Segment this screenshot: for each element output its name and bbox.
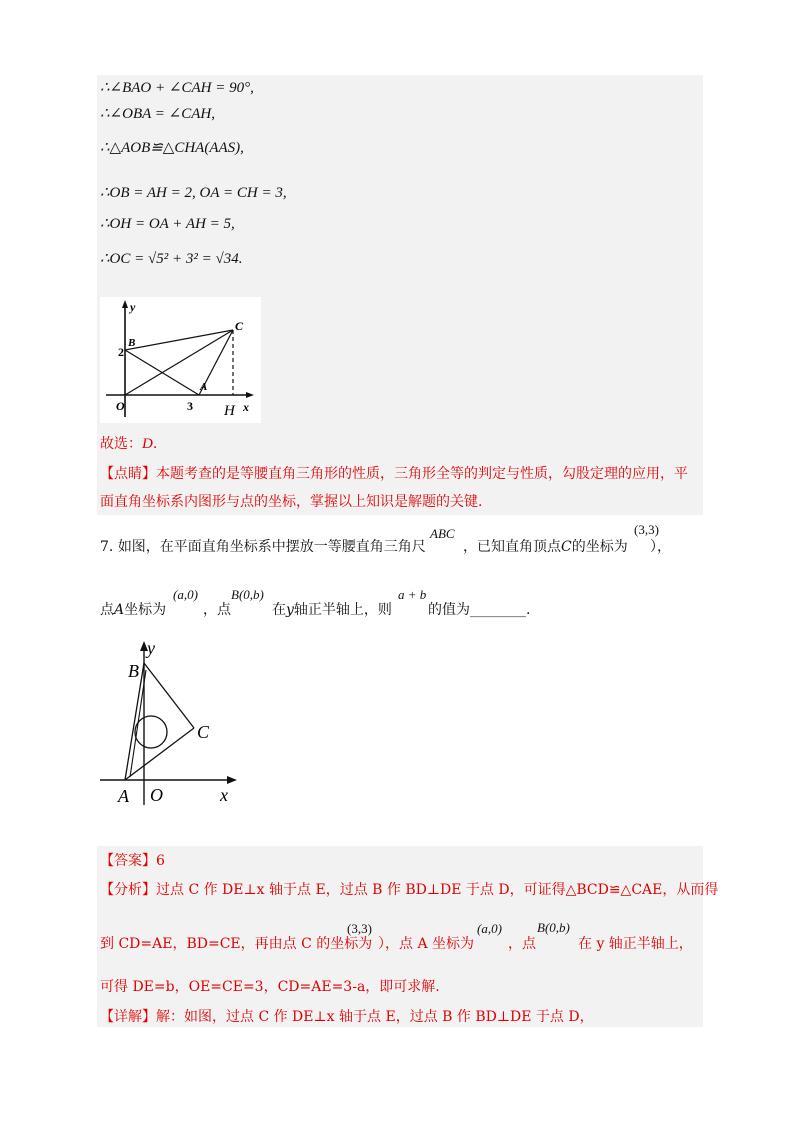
figure-2-b-label: B [128, 661, 139, 681]
q7-text-10: 的值为________. [428, 602, 531, 618]
q7-text-1: 如图，在平面直角坐标系中摆放一等腰直角三角尺 [117, 539, 426, 555]
figure-1-o-label: O [116, 399, 125, 413]
analysis-text-2a: 到 CD=AE，BD=CE，再由点 C 的坐标为 [100, 936, 373, 952]
q7-text-2: ，已知直角顶点 [463, 539, 561, 555]
figure-1-b-label: B [128, 337, 136, 349]
analysis-line-1 [100, 880, 718, 900]
solution-step-4: ∴OB = AH = 2, OA = CH = 3, [100, 185, 287, 201]
comment-tag: 【点睛】 [100, 466, 156, 482]
solution-step-6-lhs: ∴OC = [100, 251, 149, 267]
q7-line-1 [100, 537, 426, 557]
figure-2-x-label: x [220, 785, 228, 805]
figure-2-o-label: O [150, 785, 163, 805]
choice-value: D [142, 436, 153, 452]
analysis-tag: 【分析】 [100, 882, 156, 898]
q7-text-8: 在 [272, 602, 286, 618]
solution-step-2: ∴∠OBA = ∠CAH, [100, 106, 215, 122]
q7-line-2b [272, 600, 392, 620]
detail-text-1: 解：如图，过点 C 作 DE⊥x 轴于点 E，过点 B 作 BD⊥DE 于点 D， [156, 1009, 594, 1025]
figure-1-tick-3: 3 [187, 399, 193, 413]
q7-text-5: 点 [100, 602, 114, 618]
solution-step-1: ∴∠BAO + ∠CAH = 90°, [100, 80, 254, 96]
analysis-text-2b: ），点 A 坐标为 [378, 936, 475, 952]
choice-suffix: . [152, 436, 158, 452]
analysis-text-2d: 在 y 轴正半轴上， [578, 936, 693, 952]
figure-1-c-label: C [235, 319, 244, 333]
answer-value: 6 [156, 853, 165, 869]
q7-text-7: ，点 [203, 602, 231, 618]
q7-a-coord: (a,0) [173, 587, 198, 602]
analysis-text-2c: ，点 [508, 936, 536, 952]
choice-line [100, 434, 157, 454]
figure-2-a-label: A [118, 786, 129, 806]
analysis-c-coord: (3,3) [347, 921, 372, 936]
figure-2-c-label: C [197, 722, 210, 742]
analysis-line-3: 可得 DE=b，OE=CE=3，CD=AE=3-a，即可求解. [100, 979, 440, 995]
solution-step-3: ∴△AOB≌△CHA(AAS), [100, 140, 244, 156]
choice-prefix: 故选： [100, 436, 142, 452]
q7-c-coord: (3,3) [634, 522, 659, 537]
analysis-b-coord: B(0,b) [537, 920, 570, 935]
figure-1-y-label: y [130, 300, 136, 314]
comment-line-1 [100, 464, 688, 484]
q7-y: y [286, 602, 294, 618]
detail-line-1 [100, 1007, 594, 1027]
q7-text-4: ）， [650, 539, 671, 555]
analysis-text-1: 过点 C 作 DE⊥x 轴于点 E，过点 B 作 BD⊥DE 于点 D，可证得△BCD≌△CAE，从而得 [156, 882, 719, 898]
q7-text-6: 坐标为 [124, 602, 167, 618]
figure-1 [100, 297, 261, 423]
figure-1-x-label: x [243, 400, 249, 414]
figure-1-svg [100, 297, 261, 423]
solution-step-5: ∴OH = OA + AH = 5, [100, 216, 235, 232]
q7-a-plus-b: a + b [398, 587, 427, 602]
analysis-a-coord: (a,0) [477, 921, 502, 936]
q7-abc: ABC [430, 526, 455, 541]
q7-text-9: 轴正半轴上，则 [293, 602, 392, 618]
figure-2-y-label: y [147, 638, 155, 658]
solution-step-6-rhs: √5² + 3² = √34. [148, 251, 243, 267]
answer-tag: 【答案】 [100, 853, 156, 869]
figure-2 [100, 630, 250, 810]
figure-1-h-label: H [224, 403, 235, 419]
detail-tag: 【详解】 [100, 1009, 156, 1025]
comment-line-2: 面直角坐标系内图形与点的坐标，掌握以上知识是解题的关键. [100, 494, 483, 510]
q7-number: 7. [100, 539, 114, 555]
q7-line-2a [100, 600, 166, 620]
q7-c: C [561, 539, 572, 555]
figure-1-tick-2: 2 [118, 345, 124, 359]
figure-1-a-label: A [200, 381, 208, 393]
q7-text-3: 的坐标为 [571, 539, 628, 555]
q7-a: A [114, 602, 125, 618]
q7-line-1b [463, 537, 628, 557]
q7-b-coord: B(0,b) [231, 587, 264, 602]
figure-2-svg [100, 630, 250, 810]
solution-step-6 [100, 249, 242, 269]
comment-text-1: 本题考查的是等腰直角三角形的性质，三角形全等的判定与性质，勾股定理的应用，平 [156, 466, 688, 482]
answer-line [100, 851, 165, 871]
